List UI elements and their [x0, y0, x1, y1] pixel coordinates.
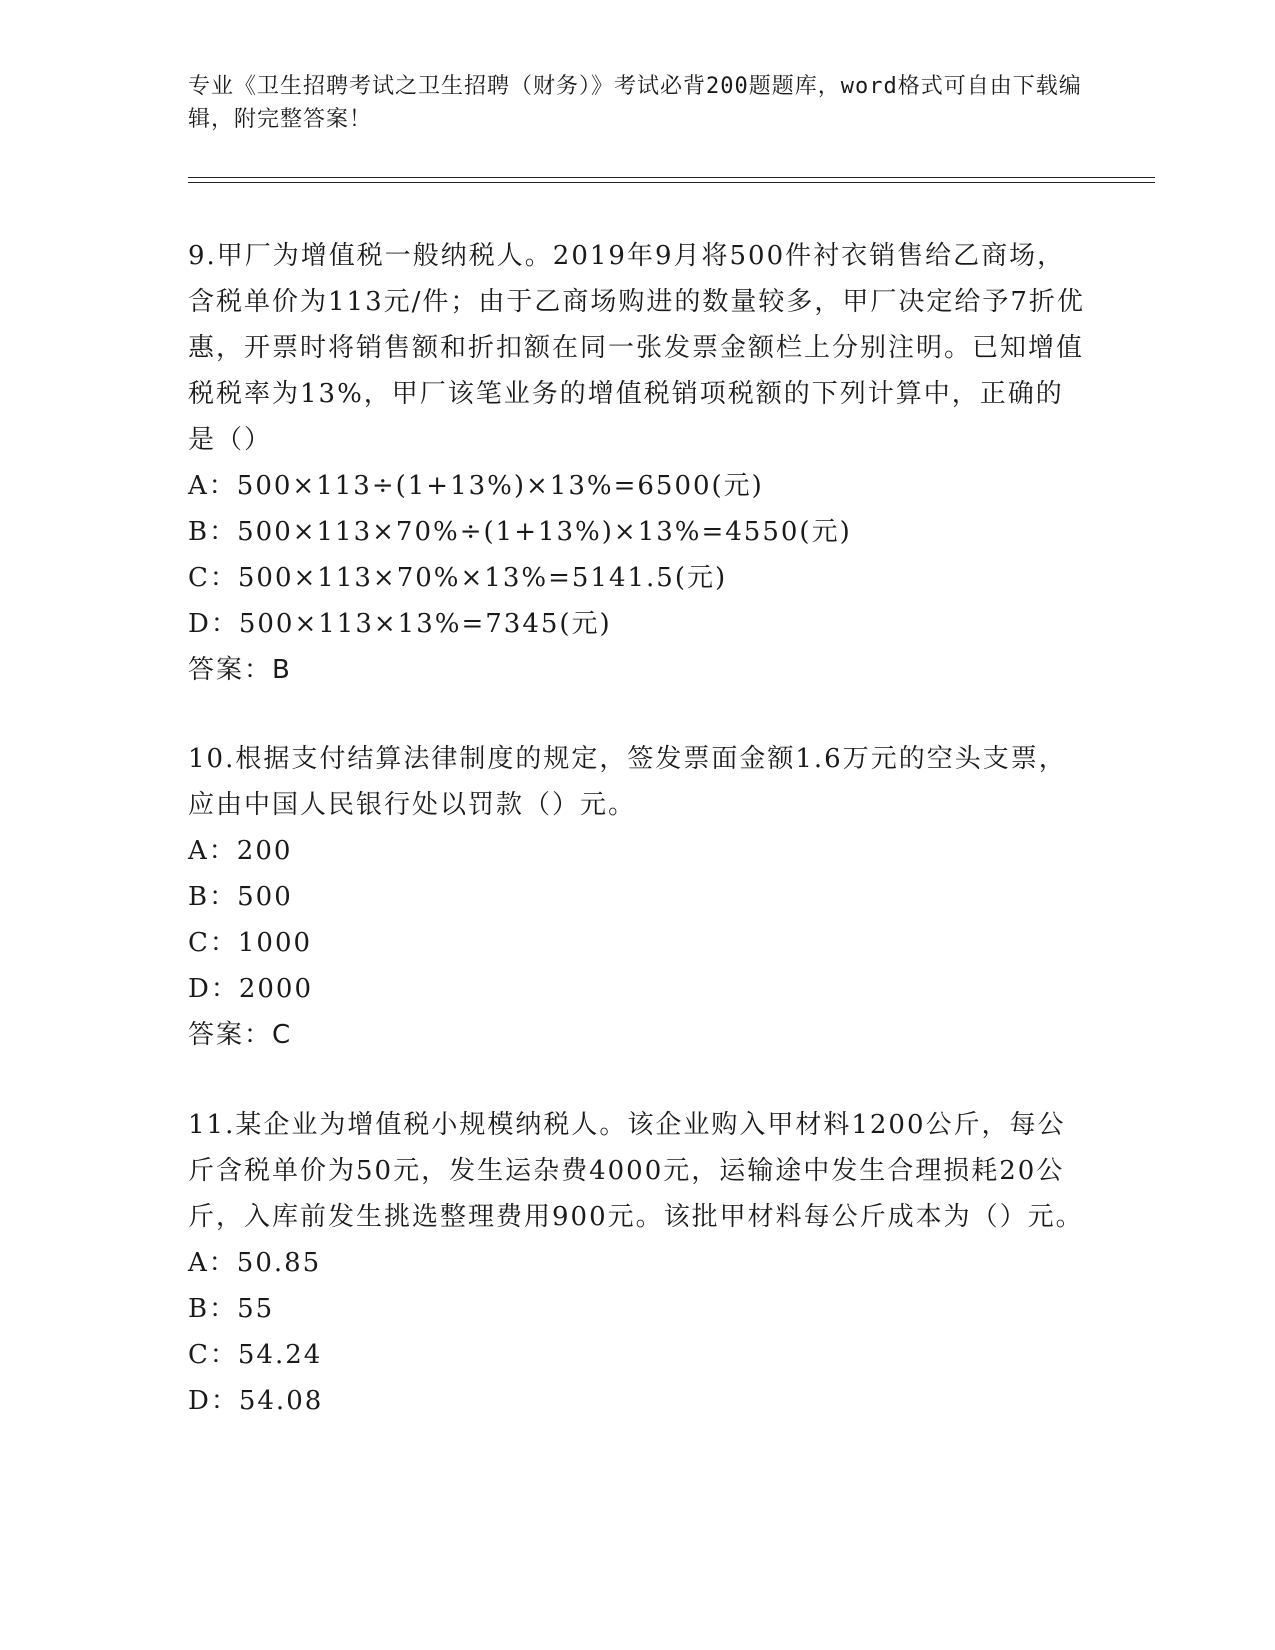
option-c: C：1000 — [188, 928, 313, 958]
option-a: A：500×113÷(1+13%)×13%=6500(元) — [188, 471, 764, 501]
option-b: B：500×113×70%÷(1+13%)×13%=4550(元) — [188, 517, 852, 547]
option-a: A：200 — [188, 836, 293, 866]
option-b: B：500 — [188, 882, 293, 912]
option-b: B：55 — [188, 1294, 275, 1324]
option-d: D：500×113×13%=7345(元) — [188, 609, 612, 639]
option-a: A：50.85 — [188, 1248, 322, 1278]
question-stem: 11.某企业为增值税小规模纳税人。该企业购入甲材料1200公斤，每公斤含税单价为50元，发生运杂费4000元，运输途中发生合理损耗20公斤，入库前发生挑选整理费用900元。该批甲材料每公斤成本为（）元。 — [188, 1110, 1084, 1232]
question-9 — [188, 233, 1088, 693]
header-divider-top — [188, 177, 1155, 178]
option-c: C：54.24 — [188, 1340, 323, 1370]
option-d: D：2000 — [188, 974, 314, 1004]
option-d: D：54.08 — [188, 1386, 324, 1416]
question-stem: 9.甲厂为增值税一般纳税人。2019年9月将500件衬衣销售给乙商场，含税单价为113元/件；由于乙商场购进的数量较多，甲厂决定给予7折优惠，开票时将销售额和折扣额在同一张发票金额栏上分别注明。已知增值税税率为13%，甲厂该笔业务的增值税销项税额的下列计算中，正确的是（） — [188, 241, 1085, 455]
question-11 — [188, 1102, 1088, 1424]
option-c: C：500×113×70%×13%=5141.5(元) — [188, 563, 728, 593]
answer-line: 答案：C — [188, 1020, 293, 1050]
question-10 — [188, 736, 1088, 1058]
header-divider-bottom — [188, 182, 1155, 183]
document-header: 专业《卫生招聘考试之卫生招聘（财务）》考试必背200题题库，word格式可自由下载编辑，附完整答案！ — [188, 74, 1082, 132]
answer-line: 答案：B — [188, 655, 292, 685]
question-stem: 10.根据支付结算法律制度的规定，签发票面金额1.6万元的空头支票，应由中国人民银行处以罚款（）元。 — [188, 744, 1067, 820]
